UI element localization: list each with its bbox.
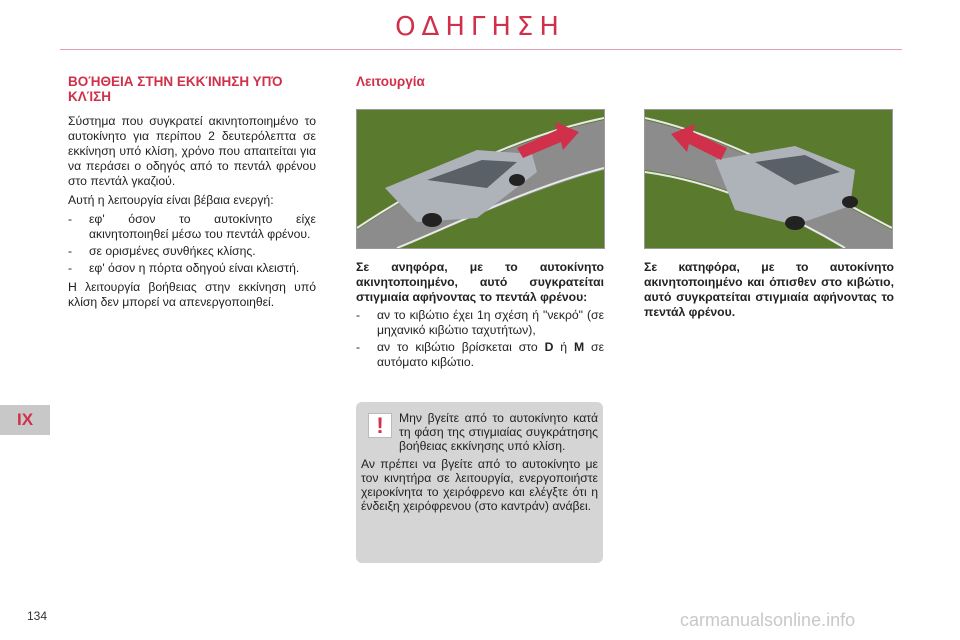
list-item: - αν το κιβώτιο βρίσκεται στο D ή M σε αυτόματο κιβώτιο. [356,340,604,370]
list-item: - αν το κιβώτιο έχει 1η σχέση ή "νεκρό" (σε μηχανικό κιβώτιο ταχυτήτων), [356,308,604,338]
active-conditions-list [68,212,316,276]
chapter-tab[interactable]: IX [0,405,50,435]
uphill-conditions-list [356,308,604,370]
left-column [68,74,316,314]
operation-heading: Λειτουργία [356,74,425,89]
section-heading: ΒΟΉΘΕΙΑ ΣΤΗΝ ΕΚΚΊΝΗΣΗ ΥΠΌ ΚΛΊΣΗ [68,74,283,104]
downhill-text [644,260,894,323]
uphill-text [356,260,604,374]
uphill-illustration [356,109,605,249]
deactivation-note: Η λειτουργία βοήθειας στην εκκίνηση υπό κλίση δεν μπορεί να απενεργοποιηθεί. [68,280,316,309]
list-item: - εφ' όσον η πόρτα οδηγού είναι κλειστή. [68,261,316,276]
active-conditions-intro: Αυτή η λειτουργία είναι βέβαια ενεργή: [68,193,274,207]
list-item: - σε ορισμένες συνθήκες κλίσης. [68,244,316,259]
warning-lead: Μην βγείτε από το αυτοκίνητο κατά τη φάση της στιγμιαίας συγκράτησης βοήθειας εκκίνησης υπό κλίση. [399,411,598,453]
page-number: 134 [27,609,48,623]
exclamation-icon: ! [368,413,392,438]
downhill-caption: Σε κατηφόρα, με το αυτοκίνητο ακινητοποιημένο και όπισθεν στο κιβώτιο, αυτό συγκρατείται στιγμιαία αφήνοντας το πεντάλ φρένου. [644,260,894,319]
downhill-illustration [644,109,893,249]
operation-column [356,74,604,99]
uphill-caption: Σε ανηφόρα, με το αυτοκίνητο ακινητοποιημένο, αυτό συγκρατείται στιγμιαία αφήνοντας το πεντάλ φρένου: [356,260,604,304]
intro-paragraph: Σύστημα που συγκρατεί ακινητοποιημένο το αυτοκίνητο για περίπου 2 δευτερόλεπτα σε εκκίνηση υπό κλίση, χρόνο που απαιτείται για να περάσει ο οδηγός από το πεντάλ φρένου στο πεντάλ γκαζιού. [68,114,316,188]
watermark: carmanualsonline.info [680,610,856,630]
warning-box [356,402,603,563]
page-title: ΟΔΗΓΗΣΗ [395,12,565,42]
list-item: - εφ' όσον το αυτοκίνητο είχε ακινητοποιηθεί μέσω του πεντάλ φρένου. [68,212,316,242]
warning-body: Αν πρέπει να βγείτε από το αυτοκίνητο με τον κινητήρα σε λειτουργία, ενεργοποιήστε χειροκίνητα το χειρόφρενο και ελέγξτε ότι η ένδειξη χειρόφρενου (στο καντράν) ανάβει. [361,457,598,513]
header-divider [60,49,902,50]
